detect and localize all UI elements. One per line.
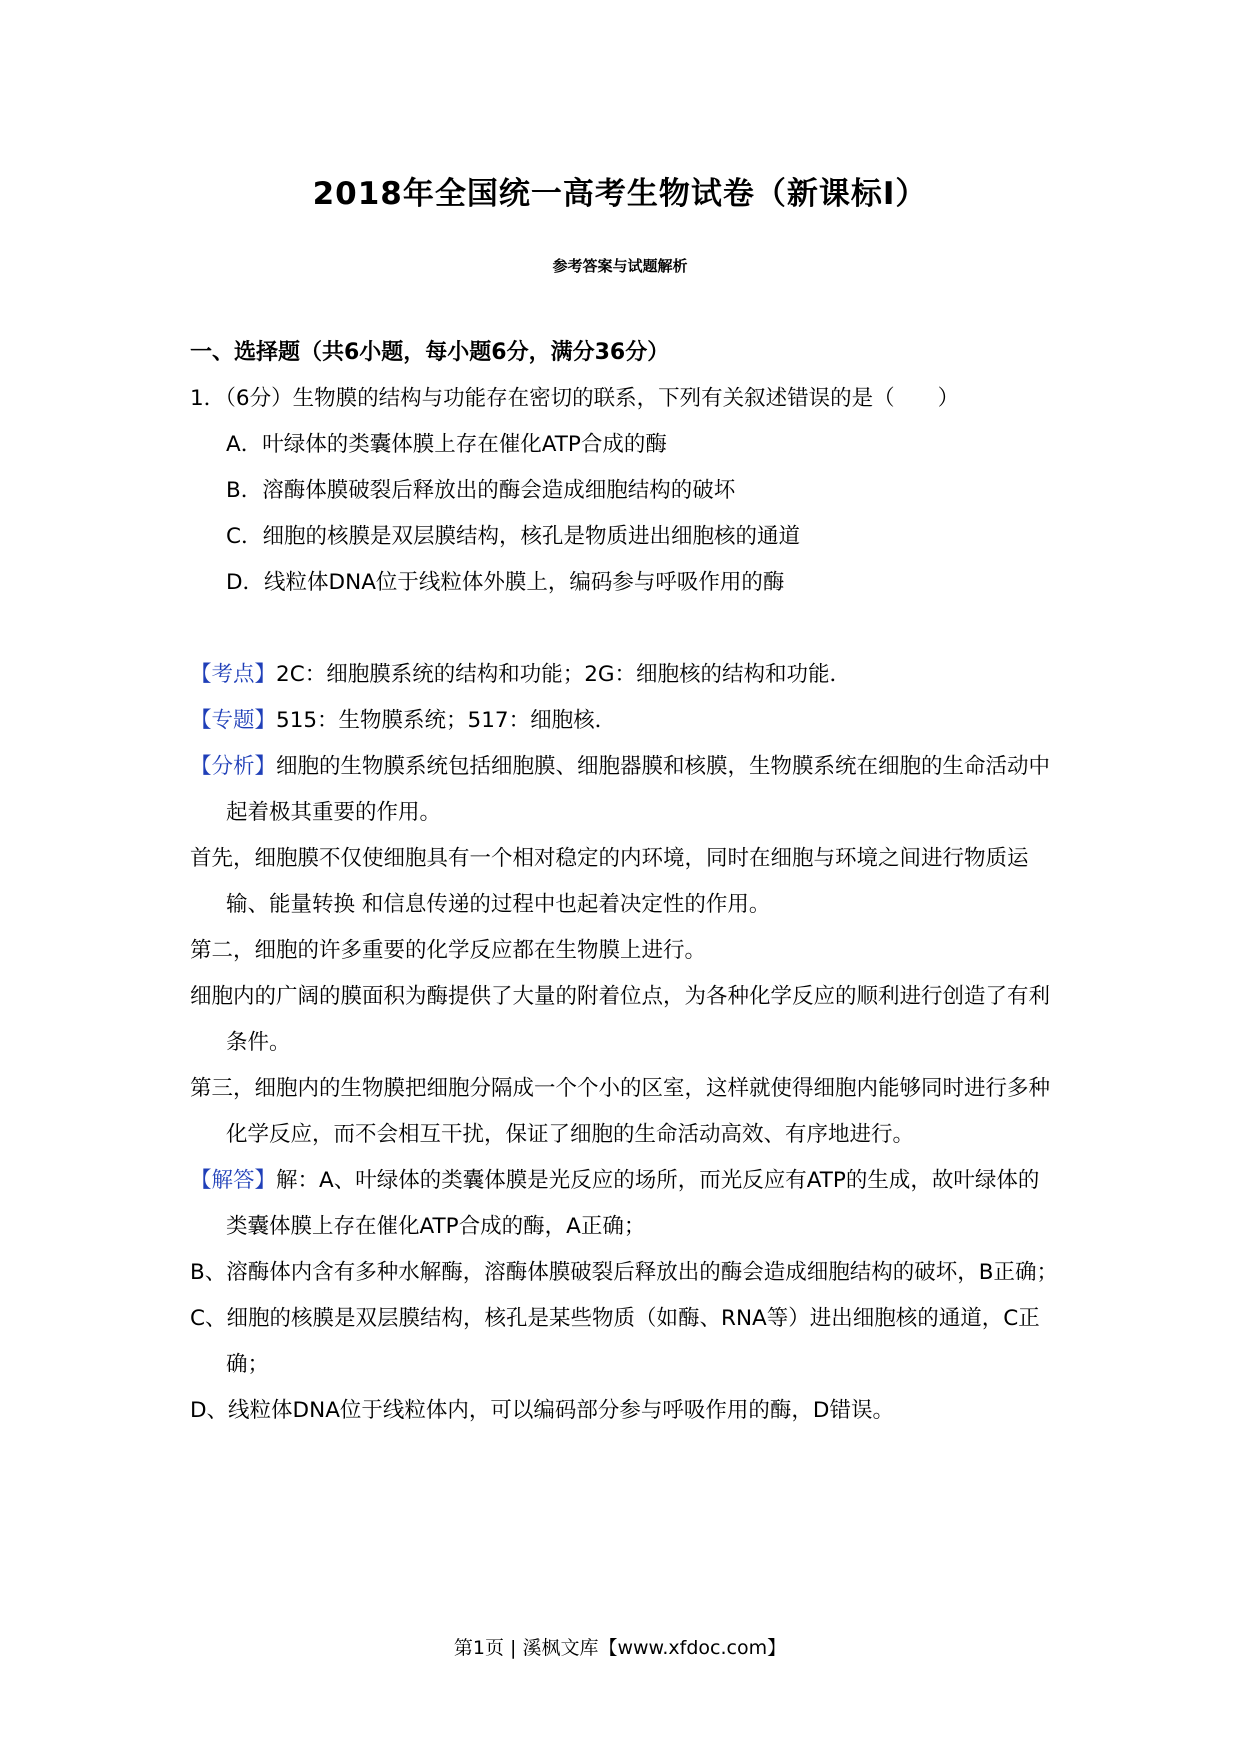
fenxi-tag: 【分析】 [190, 754, 277, 779]
spacer [190, 606, 1060, 652]
jieda-text: 解：A、叶绿体的类囊体膜是光反应的场所，而光反应有ATP的生成，故叶绿体的类囊体膜上存在催化ATP合成的酶，A正确； [226, 1168, 1040, 1239]
question-stem: 1．（6分）生物膜的结构与功能存在密切的联系，下列有关叙述错误的是（ ） [190, 386, 960, 411]
jieda-block [190, 1158, 1060, 1250]
answer-c: C、细胞的核膜是双层膜结构，核孔是某些物质（如酶、RNA等）进出细胞核的通道，C正确； [190, 1306, 1040, 1377]
analysis-paragraph: 第二，细胞的许多重要的化学反应都在生物膜上进行。 [190, 938, 707, 963]
analysis-paragraph: 第三，细胞内的生物膜把细胞分隔成一个个小的区室，这样就使得细胞内能够同时进行多种化学反应，而不会相互干扰，保证了细胞的生命活动高效、有序地进行。 [190, 1076, 1051, 1147]
document-title: 2018年全国统一高考生物试卷（新课标Ⅰ） [312, 176, 928, 212]
fenxi-block [190, 744, 1060, 836]
zhuanti-text: 515：生物膜系统；517：细胞核． [276, 708, 617, 733]
page-footer: 第1页 | 溪枫文库【www.xfdoc.com】 [453, 1637, 787, 1659]
option-a: A．叶绿体的类囊体膜上存在催化ATP合成的酶 [226, 432, 667, 457]
option-b: B．溶酶体膜破裂后释放出的酶会造成细胞结构的破坏 [226, 478, 736, 503]
document-body [190, 330, 1060, 1434]
kaodian-tag: 【考点】 [190, 662, 277, 687]
kaodian-text: 2C：细胞膜系统的结构和功能；2G：细胞核的结构和功能． [276, 662, 852, 687]
answer-b: B、溶酶体内含有多种水解酶，溶酶体膜破裂后释放出的酶会造成细胞结构的破坏，B正确； [190, 1260, 1059, 1285]
kaodian-block [190, 652, 1060, 698]
analysis-paragraph: 细胞内的广阔的膜面积为酶提供了大量的附着位点，为各种化学反应的顺利进行创造了有利条件。 [190, 984, 1051, 1055]
fenxi-text: 细胞的生物膜系统包括细胞膜、细胞器膜和核膜，生物膜系统在细胞的生命活动中起着极其重要的作用。 [226, 754, 1051, 825]
document-subtitle: 参考答案与试题解析 [552, 257, 688, 275]
zhuanti-block [190, 698, 1060, 744]
analysis-paragraph: 首先，细胞膜不仅使细胞具有一个相对稳定的内环境，同时在细胞与环境之间进行物质运输、能量转换 和信息传递的过程中也起着决定性的作用。 [190, 846, 1029, 917]
section-heading: 一、选择题（共6小题，每小题6分，满分36分） [190, 340, 670, 365]
jieda-tag: 【解答】 [190, 1168, 277, 1193]
answer-d: D、线粒体DNA位于线粒体内，可以编码部分参与呼吸作用的酶，D错误。 [190, 1398, 894, 1423]
option-d: D．线粒体DNA位于线粒体外膜上，编码参与呼吸作用的酶 [226, 570, 785, 595]
zhuanti-tag: 【专题】 [190, 708, 277, 733]
option-c: C．细胞的核膜是双层膜结构，核孔是物质进出细胞核的通道 [226, 524, 801, 549]
